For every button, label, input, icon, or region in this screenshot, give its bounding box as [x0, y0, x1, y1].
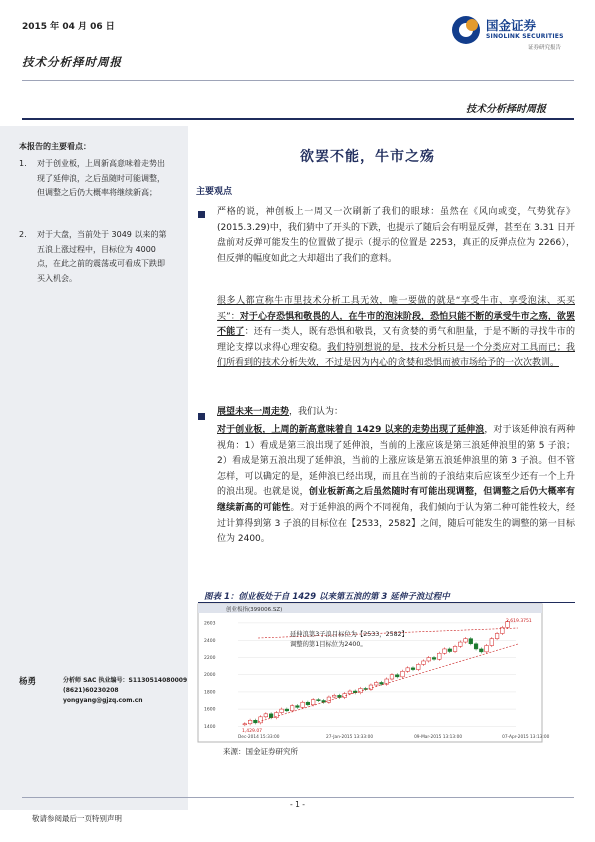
text-run: 很多人都宣称牛市里技术分析工具无效，唯一要做的就是“享受牛市、享受泡沫、买买买”： [217, 296, 575, 322]
disclaimer-note: 敬请参阅最后一页特别声明 [32, 814, 122, 823]
candle [485, 646, 489, 652]
sidebar-heading: 本报告的主要看点： [19, 142, 91, 151]
candle [380, 682, 384, 684]
text-run: 我们特别想说的是，技术分析只是一个分类应对工具而已；我们所看到的技术分析失效，不过是因为内心的贪婪和恐惧而被市场给予的一次次教训。 [217, 342, 575, 369]
point-text: 对于大盘，当前处于 3049 以来的第五浪上涨过程中，目标位为 4000 点，在此之前的震荡或可看成下跌即买入机会。 [37, 230, 167, 283]
text-run: ：还有一类人，既有恐惧和敬畏，又有贪婪的勇气和胆量，于是不断的寻找牛市的理论支撑以求得心理安稳。 [217, 327, 575, 353]
text-run: ，对于该延伸浪有两种视角：1）看成是第三浪出现了延伸浪，当前的上涨应该是第三浪延伸浪里的第 5 子浪；2）看成是第五浪出现了延伸浪，当前的上涨应该是第五浪延伸浪里的第 3 子浪。但不管怎样，可以确定的是，延伸浪已经出现，而且在当前的子浪结束后应该至少还有一个上升的浪出现。也就是说， [217, 425, 575, 498]
paragraph [217, 405, 575, 421]
point-text: 对于创业板，上周新高意味着走势出现了延伸浪，之后虽随时可能调整，但调整之后仍大概率将继续新高； [37, 159, 165, 197]
figure-caption: 图表 1：创业板处于自 1429 以来第五浪的第 3 延伸子浪过程中 [204, 592, 450, 602]
candle [338, 695, 342, 697]
paragraph [217, 423, 575, 548]
text-run: 创业板新高之后虽然随时有可能出现调整，但调整之后仍大概率有继续新高的可能性 [217, 487, 575, 513]
candle [464, 639, 468, 642]
candle [474, 644, 478, 649]
candle [290, 706, 294, 711]
candle [416, 664, 420, 669]
bullet-icon [198, 413, 205, 420]
candle [243, 724, 247, 725]
report-type: 技术分析择时周报 [22, 55, 122, 69]
footer-divider [22, 797, 574, 798]
logo-icon [452, 16, 480, 44]
candle [317, 700, 321, 701]
candle [458, 642, 462, 646]
candle [422, 661, 426, 664]
sidebar-point [19, 228, 171, 308]
candle [332, 695, 336, 697]
candle [322, 701, 326, 703]
x-tick-label: Dec-2014 15:33:00 [238, 735, 280, 740]
chart-annotation: 调整的第1目标位为2400。 [290, 641, 367, 648]
candle [469, 639, 473, 644]
candle [448, 649, 452, 652]
company-logo [452, 14, 574, 56]
text-run: ，我们认为： [289, 407, 344, 417]
paragraph [217, 294, 575, 372]
y-tick-label: 2400 [204, 638, 216, 644]
candle [495, 633, 499, 638]
logo-cn-name: 国金证券 [486, 18, 537, 33]
x-tick-label: 27-Jan-2015 13:33:00 [326, 735, 374, 740]
page-number: - 1 - [290, 800, 305, 809]
y-tick-label: 2603 [204, 621, 216, 627]
header-thick-divider [22, 118, 574, 120]
candle [327, 697, 331, 702]
figure-source: 来源：国金证券研究所 [223, 747, 298, 756]
candle [453, 646, 457, 651]
candle [390, 675, 394, 679]
chart-title: 创业板指(399006.SZ) [226, 607, 283, 613]
candle [259, 717, 263, 723]
y-tick-label: 2200 [204, 656, 216, 662]
x-tick-label: 09-Mar-2015 13:13:00 [414, 735, 463, 740]
chart-annotation: 延伸浪第3子浪目标位为【2533，2582】 [290, 631, 408, 638]
y-tick-label: 2000 [204, 673, 216, 679]
report-date: 2015 年 04 月 06 日 [22, 22, 115, 32]
candle [427, 658, 431, 661]
candle [264, 714, 268, 717]
candle [374, 682, 378, 685]
point-number: 1. [19, 159, 27, 168]
x-tick-label: 07-Apr-2015 13:13:00 [502, 735, 550, 740]
candle [432, 658, 436, 660]
section-heading: 主要观点 [196, 187, 233, 197]
candle [348, 691, 352, 694]
sidebar-point [19, 157, 171, 229]
author-email[interactable]: yongyang@gjzq.com.cn [63, 697, 143, 704]
text-run: 展望未来一周走势 [217, 407, 290, 417]
high-label: 2,619.3751 [506, 619, 532, 624]
y-tick-label: 1600 [204, 707, 216, 713]
candle [296, 706, 300, 708]
candle [443, 649, 447, 653]
candle [490, 639, 494, 646]
figure-divider [198, 602, 575, 603]
paragraph: 严格的说，神创板上一周又一次刷新了我们的眼球：虽然在《风向或变，气势犹存》(2015.3.29)中，我们猜中了开头的下跌，也提示了随后会有明显反弹，甚至在 3.31 日开盘前对反弹可能发生的位置做了提示（提示的位置是 2253，真正的反弹点位为 2266），但反弹的幅度如此之大却超出了我们的意料。 [217, 207, 575, 264]
candlestick-chart [198, 604, 550, 742]
header-divider [22, 80, 574, 81]
candle [248, 720, 252, 724]
candle [479, 649, 483, 652]
text-run: 对于创业板，上周的新高意味着自 1429 以来的走势出现了延伸浪 [217, 425, 485, 435]
author-license: 分析师 SAC 执业编号：S1130514080009 [63, 677, 188, 684]
candle [301, 702, 305, 707]
candle [254, 720, 258, 723]
candle [269, 714, 273, 718]
low-label: 1,429.07 [242, 729, 263, 734]
candle [401, 671, 405, 677]
author-contact [63, 676, 187, 706]
candle [306, 702, 310, 705]
candle [437, 653, 441, 659]
bullet-icon [198, 211, 205, 218]
candle [285, 709, 289, 711]
section-title: 技术分析择时周报 [466, 104, 546, 115]
candle [280, 709, 284, 712]
text-run: 对于心存恐惧和敬畏的人，在牛市的泡沫阶段，恐怕只能不断的承受牛市之殇，欲罢不能了 [217, 311, 575, 338]
candle [395, 675, 399, 677]
author-name: 杨勇 [19, 677, 37, 687]
y-tick-label: 1400 [204, 724, 216, 730]
author-phone: (8621)60230208 [63, 687, 119, 694]
candle [406, 668, 410, 671]
candle [359, 688, 363, 692]
point-number: 2. [19, 230, 27, 239]
candle [411, 668, 415, 670]
y-tick-label: 1800 [204, 690, 216, 696]
logo-subtitle: 证券研究报告 [528, 45, 562, 51]
logo-en-name: SINOLINK SECURITIES [486, 33, 564, 40]
candle [311, 700, 315, 705]
page-title: 欲罢不能，牛市之殇 [300, 149, 435, 165]
text-run: 。对于延伸浪的两个不同视角，我们倾向于认为第二种可能性较大，经过计算得到第 3 子浪的目标位在【2533，2582】之间，随后可能发生的调整的第一目标位为 2400。 [217, 502, 575, 545]
